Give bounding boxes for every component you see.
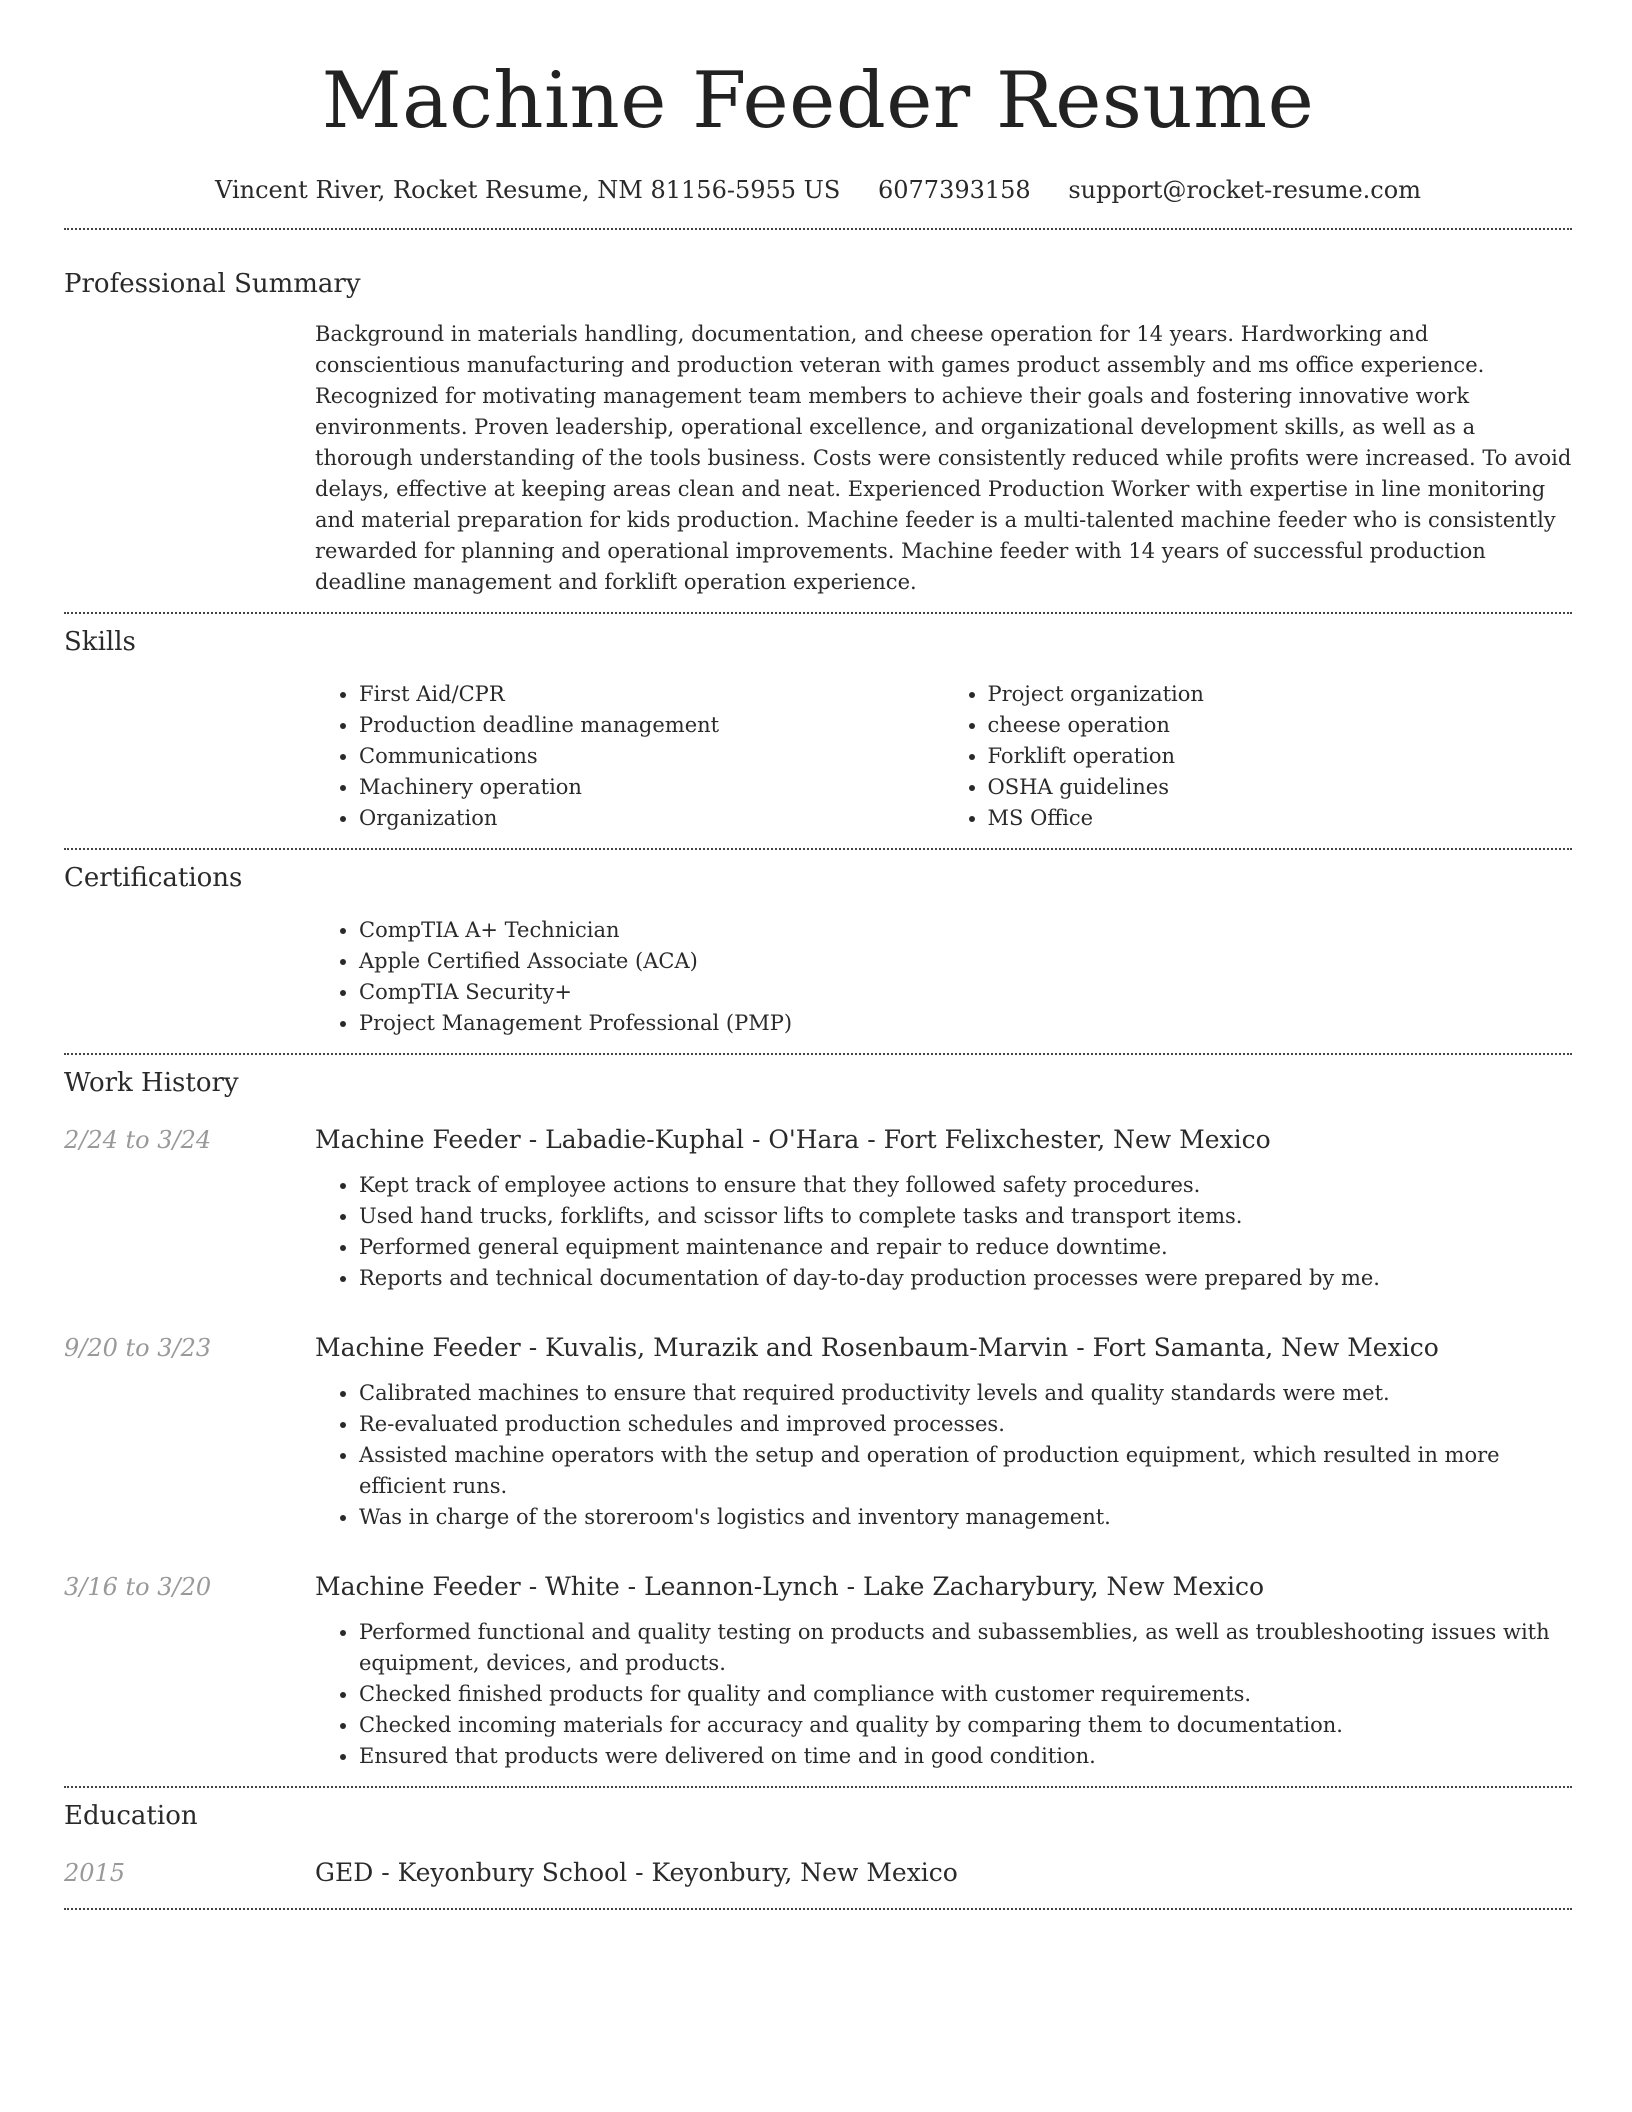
job-date: 3/16 to 3/20 — [64, 1573, 212, 1601]
skill-item: • OSHA guidelines — [988, 772, 1573, 803]
certification-item: • Apple Certified Associate (ACA) — [359, 946, 1572, 977]
job-bullet: • Ensured that products were delivered on time and in good condition. — [359, 1741, 1572, 1772]
divider — [64, 1786, 1572, 1788]
divider — [64, 848, 1572, 850]
contact-email: support@rocket-resume.com — [1068, 176, 1421, 204]
job-bullet: • Performed functional and quality testing on products and subassemblies, as well as troubleshooting issues with equipment, devices, and products. — [359, 1617, 1572, 1679]
job-bullet: • Calibrated machines to ensure that required productivity levels and quality standards were met. — [359, 1378, 1572, 1409]
resume-title: Machine Feeder Resume — [321, 56, 1315, 146]
skill-item: • Production deadline management — [359, 710, 944, 741]
divider — [64, 612, 1572, 614]
job-bullet: • Was in charge of the storeroom's logistics and inventory management. — [359, 1502, 1572, 1533]
job-bullets — [315, 1617, 1572, 1772]
education-heading: Education — [64, 1801, 198, 1831]
education-content — [315, 1856, 1572, 1890]
skill-item: • Project organization — [988, 679, 1573, 710]
certification-item: • CompTIA A+ Technician — [359, 915, 1572, 946]
divider — [64, 1908, 1572, 1910]
contact-address: Vincent River, Rocket Resume, NM 81156-5955 US — [215, 176, 841, 204]
skill-item: • Forklift operation — [988, 741, 1573, 772]
certifications-section — [64, 861, 1572, 1039]
job-title: Machine Feeder - White - Leannon-Lynch - Lake Zacharybury, New Mexico — [315, 1572, 1265, 1601]
skill-item: • cheese operation — [988, 710, 1573, 741]
skills-list-left — [315, 679, 944, 834]
job-entry — [64, 1331, 1572, 1533]
skill-item: • Organization — [359, 803, 944, 834]
divider — [64, 228, 1572, 230]
certification-item: • CompTIA Security+ — [359, 977, 1572, 1008]
certifications-heading: Certifications — [64, 863, 243, 893]
job-content — [315, 1123, 1572, 1294]
skills-list-right — [944, 679, 1573, 834]
job-title: Machine Feeder - Kuvalis, Murazik and Rosenbaum-Marvin - Fort Samanta, New Mexico — [315, 1333, 1439, 1362]
job-entry — [64, 1123, 1572, 1294]
job-bullet: • Assisted machine operators with the setup and operation of production equipment, which resulted in more efficient runs. — [359, 1440, 1572, 1502]
certifications-body — [315, 915, 1572, 1039]
job-bullets — [315, 1378, 1572, 1533]
job-bullet: • Performed general equipment maintenance and repair to reduce downtime. — [359, 1232, 1572, 1263]
certification-item: • Project Management Professional (PMP) — [359, 1008, 1572, 1039]
education-date: 2015 — [64, 1859, 126, 1887]
job-date: 2/24 to 3/24 — [64, 1126, 212, 1154]
job-entry — [64, 1570, 1572, 1772]
job-bullet: • Checked incoming materials for accuracy and quality by comparing them to documentation. — [359, 1710, 1572, 1741]
contact-phone: 6077393158 — [877, 176, 1031, 204]
education-section — [64, 1799, 1572, 1890]
skills-grid — [315, 679, 1572, 834]
job-bullet: • Checked finished products for quality and compliance with customer requirements. — [359, 1679, 1572, 1710]
skills-section — [64, 625, 1572, 834]
divider — [64, 1053, 1572, 1055]
work-heading: Work History — [64, 1068, 239, 1098]
summary-heading: Professional Summary — [64, 269, 361, 299]
skills-heading: Skills — [64, 627, 136, 657]
job-bullet: • Kept track of employee actions to ensure that they followed safety procedures. — [359, 1170, 1572, 1201]
job-bullet: • Used hand trucks, forklifts, and scissor lifts to complete tasks and transport items. — [359, 1201, 1572, 1232]
job-bullet: • Reports and technical documentation of day-to-day production processes were prepared by me. — [359, 1263, 1572, 1294]
summary-text: Background in materials handling, documentation, and cheese operation for 14 years. Hardworking and conscientious manufacturing and production veteran with games product assembly and ms office experience. Recognized for motivating management team members to achieve their goals and fostering innovative work environments. Proven leadership, operational excellence, and organizational development skills, as well as a thorough understanding of the tools business. Costs were consistently reduced while profits were increased. To avoid delays, effective at keeping areas clean and neat. Experienced Production Worker with expertise in line monitoring and material preparation for kids production. Machine feeder is a multi-talented machine feeder who is consistently rewarded for planning and operational improvements. Machine feeder with 14 years of successful production deadline management and forklift operation experience. — [315, 322, 1572, 594]
skill-item: • Communications — [359, 741, 944, 772]
skill-item: • First Aid/CPR — [359, 679, 944, 710]
summary-section — [64, 267, 1572, 598]
resume-page — [64, 0, 1572, 1910]
skill-item: • MS Office — [988, 803, 1573, 834]
contact-line — [64, 170, 1572, 210]
skill-item: • Machinery operation — [359, 772, 944, 803]
certifications-list — [315, 915, 1572, 1039]
job-content — [315, 1570, 1572, 1772]
job-bullet: • Re-evaluated production schedules and improved processes. — [359, 1409, 1572, 1440]
job-date: 9/20 to 3/23 — [64, 1334, 212, 1362]
job-bullets — [315, 1170, 1572, 1294]
work-section — [64, 1066, 1572, 1772]
education-title: GED - Keyonbury School - Keyonbury, New Mexico — [315, 1858, 958, 1887]
job-title: Machine Feeder - Labadie-Kuphal - O'Hara - Fort Felixchester, New Mexico — [315, 1125, 1271, 1154]
job-content — [315, 1331, 1572, 1533]
education-entry — [64, 1856, 1572, 1890]
